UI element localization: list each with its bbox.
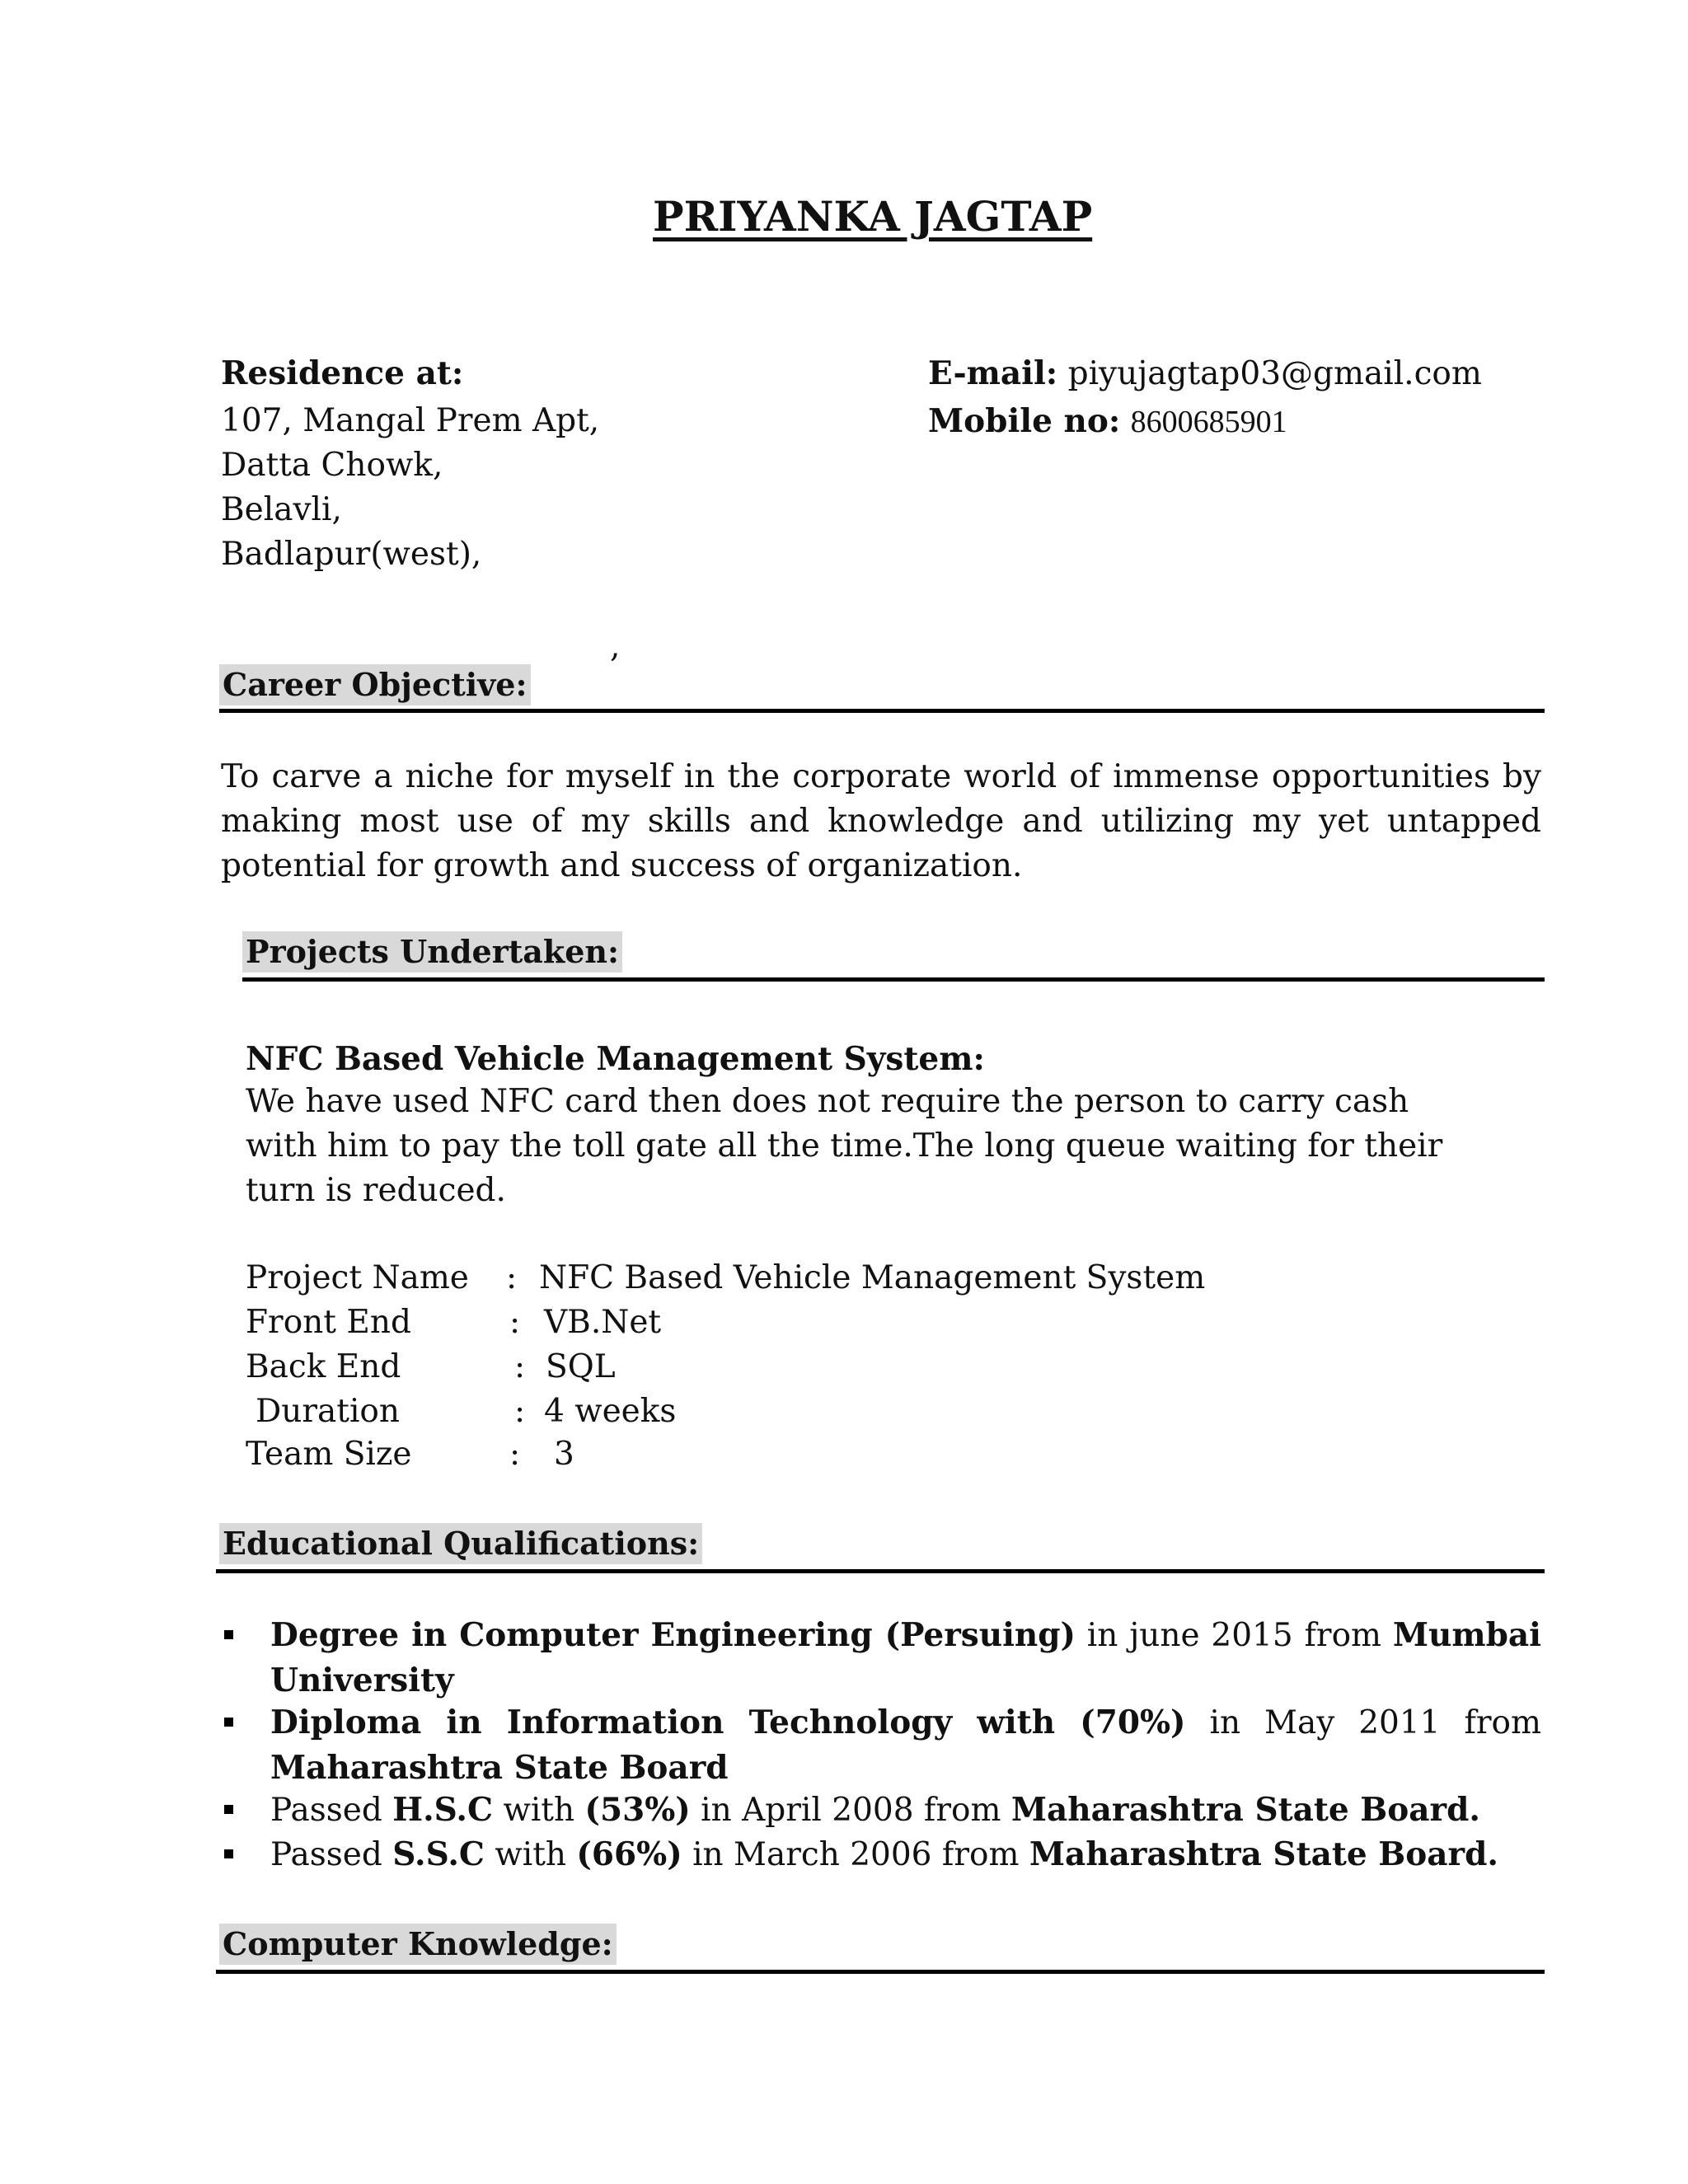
- bullet-icon: [224, 1805, 233, 1814]
- detail-label: Front End: [246, 1304, 411, 1341]
- detail-value: NFC Based Vehicle Management System: [539, 1259, 1206, 1296]
- detail-sep: :: [506, 1259, 518, 1296]
- degree-board: Maharashtra State Board.: [1029, 1835, 1498, 1873]
- education-item: [270, 1700, 1541, 1791]
- detail-label: Team Size: [246, 1436, 412, 1473]
- detail-value: VB.Net: [544, 1304, 662, 1341]
- degree-name: Diploma in Information Technology with (70%): [270, 1704, 1186, 1741]
- section-rule: [216, 1569, 1545, 1573]
- degree-score: (53%): [584, 1791, 691, 1829]
- degree-prefix: Passed: [270, 1792, 393, 1829]
- mobile-value: 8600685901: [1130, 405, 1287, 439]
- degree-detail: with: [493, 1792, 585, 1829]
- section-heading-career: Career Objective:: [219, 664, 531, 705]
- detail-sep: :: [514, 1393, 526, 1430]
- degree-detail: in june 2015 from: [1075, 1617, 1393, 1654]
- education-item: [270, 1788, 1480, 1833]
- degree-detail: in April 2008 from: [690, 1792, 1011, 1829]
- degree-board: Maharashtra State Board: [270, 1749, 729, 1787]
- stray-comma: ,: [610, 628, 621, 665]
- detail-sep: :: [509, 1436, 521, 1473]
- detail-value: 3: [554, 1436, 574, 1473]
- degree-score: (66%): [576, 1835, 682, 1873]
- email-value[interactable]: piyujagtap03@gmail.com: [1067, 355, 1482, 392]
- degree-prefix: Passed: [270, 1836, 393, 1873]
- section-heading-education: Educational Qualifications:: [219, 1523, 702, 1564]
- education-item: [270, 1613, 1541, 1704]
- bullet-icon: [224, 1718, 233, 1727]
- section-heading-computer: Computer Knowledge:: [219, 1924, 617, 1965]
- degree-name: S.S.C: [392, 1835, 485, 1873]
- detail-value: 4 weeks: [544, 1393, 677, 1430]
- degree-board: Mumbai University: [270, 1616, 1541, 1699]
- email-row: [928, 351, 1482, 396]
- email-label: E-mail:: [928, 354, 1058, 392]
- bullet-icon: [224, 1849, 233, 1858]
- section-rule: [219, 709, 1545, 713]
- bullet-icon: [224, 1630, 233, 1639]
- address-line: Badlapur(west),: [221, 536, 482, 573]
- detail-sep: :: [514, 1348, 526, 1385]
- mobile-row: [928, 399, 1287, 444]
- education-item: [270, 1832, 1498, 1877]
- detail-label: Duration: [256, 1393, 401, 1430]
- detail-value: SQL: [546, 1348, 616, 1385]
- degree-detail: in March 2006 from: [682, 1836, 1029, 1873]
- address-line: Belavli,: [221, 491, 342, 528]
- degree-name: H.S.C: [392, 1791, 494, 1829]
- detail-label: Project Name: [246, 1259, 469, 1296]
- degree-name: Degree in Computer Engineering (Persuing): [270, 1616, 1076, 1654]
- residence-label: Residence at:: [221, 354, 464, 392]
- candidate-name: PRIYANKA JAGTAP: [653, 192, 1093, 241]
- detail-sep: :: [509, 1304, 521, 1341]
- mobile-label: Mobile no:: [928, 402, 1121, 440]
- address-line: Datta Chowk,: [221, 447, 443, 484]
- degree-detail: in May 2011 from: [1185, 1704, 1542, 1741]
- section-heading-projects: Projects Undertaken:: [242, 931, 622, 972]
- project-description: We have used NFC card then does not require the person to carry cash with him to pay the toll gate all the time.The long queue waiting for their turn is reduced.: [246, 1083, 1443, 1209]
- degree-detail: with: [484, 1836, 577, 1873]
- section-rule: [242, 977, 1545, 982]
- address-line: 107, Mangal Prem Apt,: [221, 402, 600, 439]
- career-objective-text: To carve a niche for myself in the corporate world of immense opportunities by making most use of my skills and knowledge and utilizing my yet untapped potential for growth and success of organization.: [221, 758, 1541, 884]
- detail-label: Back End: [246, 1348, 401, 1385]
- project-title: NFC Based Vehicle Management System:: [246, 1040, 985, 1078]
- degree-board: Maharashtra State Board.: [1010, 1791, 1480, 1829]
- section-rule: [216, 1970, 1545, 1974]
